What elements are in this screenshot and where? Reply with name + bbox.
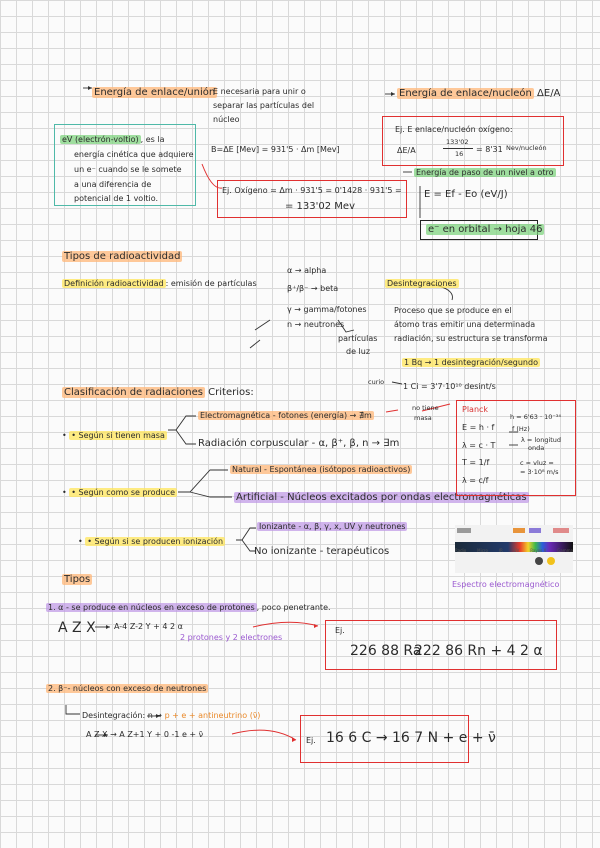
no-tiene: no tiene (412, 404, 439, 412)
paso-title: Energía de paso de un nivel a otro (416, 168, 554, 177)
natural: Natural - Espontánea (isótopos radioactivos) (232, 465, 411, 474)
spectrum-caption: Espectro electromagnético (452, 580, 560, 589)
fraction-bar (443, 148, 473, 149)
planck-lambda-2: onda (528, 444, 545, 452)
ev-line-2: energía cinética que adquiere (74, 150, 194, 159)
planck-c-1: c = vluz = (520, 459, 554, 467)
ionizante: Ionizante - α, β, γ, x, UV y neutrones (259, 522, 406, 531)
clasificacion-title: Clasificación de radiaciones Criterios: (64, 387, 254, 398)
paso-formula: E = Ef - Eo (eV/J) (424, 189, 508, 200)
planck-eq-3: T = 1/f (462, 458, 490, 467)
enlace-example-1: Ej. Oxígeno = Δm · 931'5 = 0'1428 · 931'5 = (222, 186, 402, 195)
enlace-def-3: núcleo (213, 115, 240, 124)
planck-h: h = 6'63 · 10⁻³⁴ (510, 413, 562, 421)
spectrum-label-micro: Micro (477, 548, 488, 553)
planck-eq-1: E = h · f (462, 423, 495, 432)
nucleon-unit: Nev/nucleón (506, 144, 547, 152)
tipos-radioactividad-title: Tipos de radioactividad (64, 251, 181, 262)
nucleon-denominator: 16 (455, 150, 464, 158)
ev-line-1: eV (electrón-voltio) , es la (62, 135, 165, 144)
ev-line-4: a una diferencia de (74, 180, 152, 189)
artificial: Artificial - Núcleos excitados por ondas electromagnéticas (236, 492, 527, 503)
desintegraciones-3: radiación, su estructura se transforma (394, 334, 548, 343)
alpha-heading: 1. α - se produce en núcleos en exceso de protones , poco penetrante. (48, 603, 331, 612)
planck-title: Planck (462, 405, 489, 414)
spectrum-label-gamma: Gamma (557, 548, 573, 553)
planck-c-2: = 3·10⁸ m/s (520, 468, 559, 476)
paso-reference: e⁻ en orbital → hoja 46 (428, 224, 543, 235)
masa: masa (414, 414, 432, 422)
radioactividad-definition: Definición radioactividad : emisión de partículas (64, 279, 257, 288)
spectrum-labels (455, 548, 573, 553)
enlace-title: Energía de enlace/unión (94, 87, 216, 98)
planck-eq-4: λ = c/f (462, 476, 489, 485)
curio-label: curio (368, 378, 385, 386)
spectrum-label-ir: IR (498, 548, 503, 553)
particle-gamma: γ → gamma/fotones (287, 305, 367, 314)
alpha-example-ra: 226 88 Ra (350, 643, 422, 659)
desintegraciones-title: Desintegraciones (387, 279, 457, 288)
curio-value: 1 Ci = 3'7·10¹⁰ desint/s (403, 382, 496, 391)
nucleon-numerator: 133'02 (446, 138, 469, 146)
particle-beta: β⁺/β⁻ → beta (287, 284, 339, 293)
nucleon-lhs: ΔE/A (397, 146, 416, 155)
criterio-ionizacion: • • Según si se producen ionización (78, 537, 224, 546)
ev-line-3: un e⁻ cuando se le somete (74, 165, 182, 174)
particles-light-1: partículas (338, 334, 378, 343)
beta-equation: A Z X → A Z+1 Y + 0 -1 e + ν̄ (86, 730, 204, 739)
alpha-note: 2 protones y 2 electrones (180, 633, 283, 642)
spectrum-label-uv: UV (513, 548, 520, 553)
enlace-example-2: = 133'02 Mev (285, 201, 355, 212)
no-ionizante: No ionizante - terapéuticos (254, 546, 390, 557)
desintegraciones-1: Proceso que se produce en el (394, 306, 512, 315)
beta-heading: 2. β⁻- núcleos con exceso de neutrones (48, 684, 207, 693)
beta-example-equation: 16 6 C → 16 7 N + e + ν̄ (326, 730, 496, 746)
planck-eq-2: λ = c · T (462, 441, 496, 450)
criterio-produccion: • • Según como se produce (62, 488, 175, 497)
particle-alpha: α → alpha (287, 266, 327, 275)
spectrum-label-radio: Radio (455, 548, 467, 553)
alpha-equation-left: A Z X (58, 620, 96, 636)
particle-neutron: n → neutrones (287, 320, 345, 329)
beta-example-label: Ej. (306, 736, 316, 745)
planck-f: f (Hz) (512, 425, 530, 433)
nucleon-result: = 8'31 (476, 145, 503, 154)
nucleon-title: Energía de enlace/nucleón ΔE/A (399, 88, 561, 99)
becquerel: 1 Bq → 1 desintegración/segundo (404, 358, 538, 367)
tipos-title: Tipos (64, 574, 91, 585)
beta-desintegracion: Desintegración: n → p + e + antineutrino (ν̄) (82, 711, 261, 720)
spectrum-label-xray: Rayos X (530, 548, 547, 553)
planck-lambda-1: λ = longitud (521, 436, 562, 444)
enlace-def-2: separar las partículas del (213, 101, 315, 110)
particles-light-2: de luz (346, 347, 371, 356)
nucleon-example-box (382, 116, 564, 166)
nucleon-example-1: Ej. E enlace/nucleón oxígeno: (395, 125, 513, 134)
enlace-formula: B=ΔE [Mev] = 931'5 · Δm [Mev] (211, 145, 340, 154)
alpha-equation-right: A-4 Z-2 Y + 4 2 α (114, 622, 183, 631)
electromagnetica: Electromagnética - fotones (energía) → ∄m (200, 411, 372, 420)
desintegraciones-2: átomo tras emitir una determinada (394, 320, 536, 329)
alpha-example-rn: 222 86 Rn + 4 2 α (414, 643, 543, 659)
ev-line-5: potencial de 1 voltio. (74, 194, 159, 203)
criterio-masa: • • Según si tienen masa (62, 431, 165, 440)
enlace-def-1: E necesaria para unir o (213, 87, 306, 96)
alpha-example-label: Ej. (335, 626, 345, 635)
corpuscular: Radiación corpuscular - α, β⁺, β, n → ∃m (198, 438, 400, 449)
